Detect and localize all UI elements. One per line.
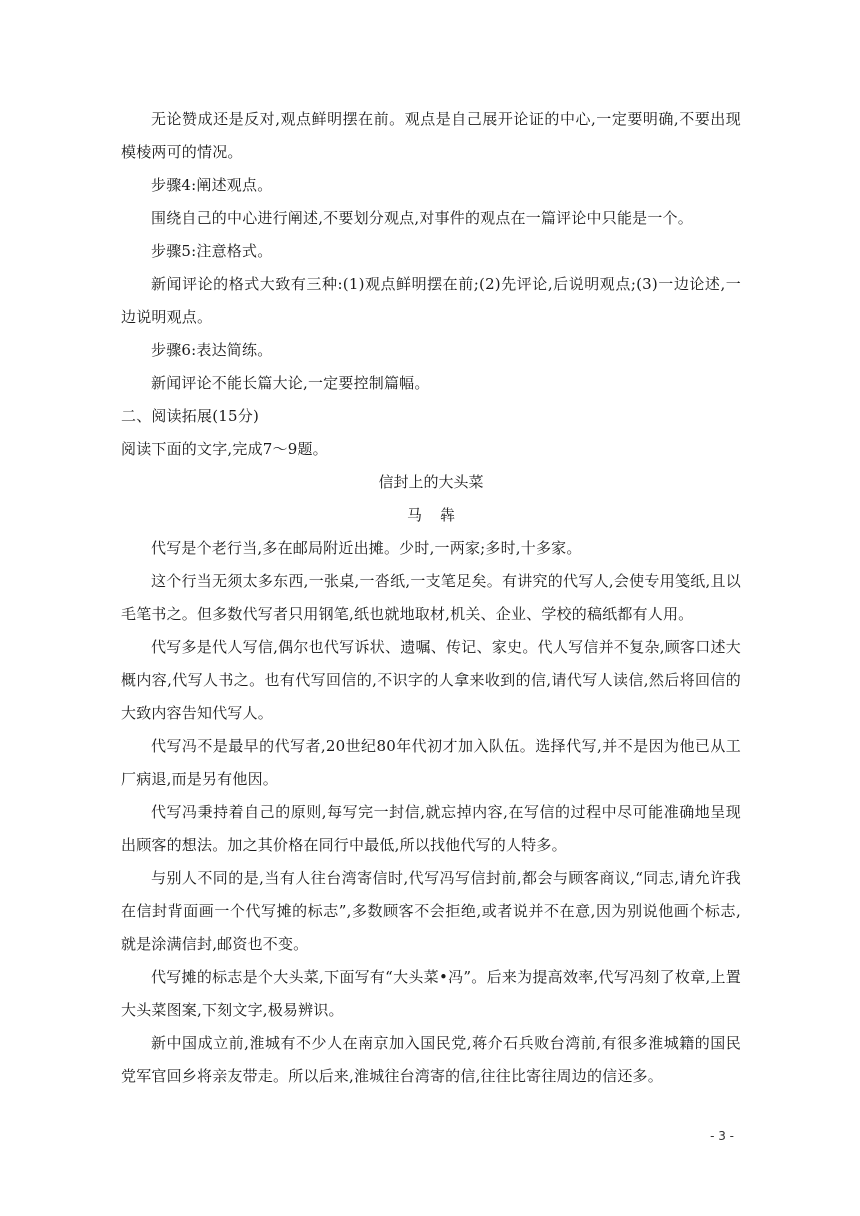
article-title: 信封上的大头菜 bbox=[378, 473, 484, 491]
article-paragraph: 代写冯秉持着自己的原则,每写完一封信,就忘掉内容,在写信的过程中尽可能准确地呈现出顾客的想法。加之其价格在同行中最低,所以找他代写的人特多。 bbox=[121, 803, 741, 854]
page-number: - 3 - bbox=[710, 1129, 734, 1143]
article-author: 马犇 bbox=[406, 506, 473, 524]
paragraph-step-4: 围绕自己的中心进行阐述,不要划分观点,对事件的观点在一篇评论中只能是一个。 bbox=[151, 209, 693, 227]
step-6-heading: 步骤6:表达简练。 bbox=[151, 341, 273, 359]
article-paragraph: 代写摊的标志是个大头菜,下面写有“大头菜•冯”。后来为提高效率,代写冯刻了枚章,上置大头菜图案,下刻文字,极易辨识。 bbox=[121, 968, 741, 1019]
step-5-heading: 步骤5:注意格式。 bbox=[151, 242, 273, 260]
article-paragraph: 与别人不同的是,当有人往台湾寄信时,代写冯写信封前,都会与顾客商议,“同志,请允许我在信封背面画一个代写摊的标志”,多数顾客不会拒绝,或者说并不在意,因为别说他画个标志,就是涂满信封,邮资也不变。 bbox=[121, 869, 741, 953]
article-paragraph: 代写是个老行当,多在邮局附近出摊。少时,一两家;多时,十多家。 bbox=[151, 539, 582, 557]
article-paragraph: 这个行当无须太多东西,一张桌,一沓纸,一支笔足矣。有讲究的代写人,会使专用笺纸,且以毛笔书之。但多数代写者只用钢笔,纸也就地取材,机关、企业、学校的稿纸都有人用。 bbox=[121, 572, 741, 623]
reading-instruction: 阅读下面的文字,完成7～9题。 bbox=[121, 440, 328, 458]
article-paragraph: 代写冯不是最早的代写者,20世纪80年代初才加入队伍。选择代写,并不是因为他已从工厂病退,而是另有他因。 bbox=[121, 737, 741, 788]
page-content bbox=[121, 103, 741, 1093]
article-paragraph: 代写多是代人写信,偶尔也代写诉状、遗嘱、传记、家史。代人写信并不复杂,顾客口述大概内容,代写人书之。也有代写回信的,不识字的人拿来收到的信,请代写人读信,然后将回信的大致内容告知代写人。 bbox=[121, 638, 741, 722]
section-heading-reading: 二、阅读拓展(15分) bbox=[121, 407, 259, 425]
article-paragraph: 新中国成立前,淮城有不少人在南京加入国民党,蒋介石兵败台湾前,有很多淮城籍的国民党军官回乡将亲友带走。所以后来,淮城往台湾寄的信,往往比寄往周边的信还多。 bbox=[121, 1034, 741, 1085]
paragraph-viewpoint-front: 无论赞成还是反对,观点鲜明摆在前。观点是自己展开论证的中心,一定要明确,不要出现模棱两可的情况。 bbox=[121, 110, 741, 161]
paragraph-step-5: 新闻评论的格式大致有三种:(1)观点鲜明摆在前;(2)先评论,后说明观点;(3)一边论述,一边说明观点。 bbox=[121, 275, 741, 326]
paragraph-step-6: 新闻评论不能长篇大论,一定要控制篇幅。 bbox=[151, 374, 430, 392]
step-4-heading: 步骤4:阐述观点。 bbox=[151, 176, 273, 194]
